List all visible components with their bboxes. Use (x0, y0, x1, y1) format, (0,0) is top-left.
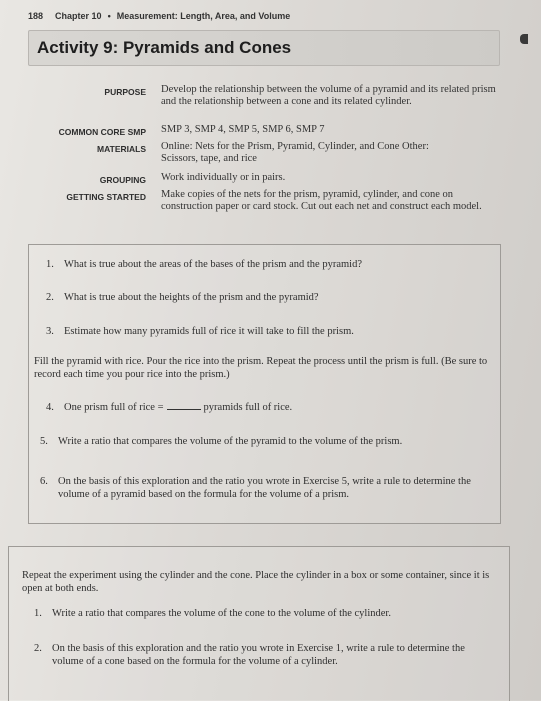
question-number: 3. (46, 326, 54, 337)
question-text: Write a ratio that compares the volume of the pyramid to the volume of the prism. (58, 436, 403, 447)
chapter-title: Measurement: Length, Area, and Volume (116, 11, 291, 21)
activity-title-bar (28, 30, 500, 66)
meta-value: Develop the relationship between the volume of a pyramid and its related prism and the relationship between a cone and its related cylinder. (161, 84, 496, 107)
question-text: What is true about the heights of the prism and the pyramid? (64, 292, 319, 303)
meta-value: Make copies of the nets for the prism, pyramid, cylinder, and cone on construction paper or card stock. Cut out each net and construct each model. (161, 189, 482, 212)
instruction-paragraph: Repeat the experiment using the cylinder and the cone. Place the cylinder in a box or some container, since it is open at both ends. (22, 570, 490, 594)
question-number: 4. (46, 402, 54, 413)
question-number: 1. (46, 259, 54, 270)
meta-value: Work individually or in pairs. (161, 172, 286, 183)
question-text: pyramids full of rice. (203, 402, 293, 413)
question-number: 6. (40, 476, 48, 487)
chapter-label: Chapter 10 (55, 11, 102, 21)
question-item (34, 608, 391, 621)
header-separator: • (107, 11, 111, 21)
question-number: 2. (34, 643, 42, 654)
question-number: 5. (40, 436, 48, 447)
meta-label: PURPOSE (104, 87, 146, 97)
question-text: What is true about the areas of the bases of the prism and the pyramid? (64, 259, 362, 270)
meta-value: SMP 3, SMP 4, SMP 5, SMP 6, SMP 7 (161, 124, 325, 135)
meta-label: COMMON CORE SMP (58, 127, 146, 137)
question-item (40, 436, 402, 449)
meta-label: MATERIALS (97, 144, 146, 154)
page-edge-tab (520, 34, 528, 44)
answer-blank[interactable] (167, 400, 201, 410)
page-number: 188 (28, 11, 44, 21)
meta-label: GROUPING (99, 175, 146, 185)
question-item (46, 400, 292, 415)
question-text: Estimate how many pyramids full of rice it will take to fill the prism. (64, 326, 354, 337)
question-item (46, 326, 354, 339)
question-number: 2. (46, 292, 54, 303)
meta-label: GETTING STARTED (66, 192, 146, 202)
activity-title: Activity 9: Pyramids and Cones (37, 38, 292, 57)
question-item (40, 476, 488, 501)
question-text: On the basis of this exploration and the ratio you wrote in Exercise 5, write a rule to determine the volume of a pyramid based on the formula for the volume of a prism. (58, 476, 471, 500)
question-text: One prism full of rice = (64, 402, 164, 413)
question-item (46, 259, 362, 272)
question-item (34, 643, 492, 668)
meta-value: Online: Nets for the Prism, Pyramid, Cylinder, and Cone Other: Scissors, tape, and rice (161, 141, 429, 164)
running-head (28, 11, 290, 21)
question-text: On the basis of this exploration and the ratio you wrote in Exercise 1, write a rule to determine the volume of a cone based on the formula for the volume of a cylinder. (52, 643, 465, 667)
instruction-paragraph: Fill the pyramid with rice. Pour the rice into the prism. Repeat the process until the prism is full. (Be sure to record each time you pour rice into the prism.) (34, 356, 488, 380)
question-number: 1. (34, 608, 42, 619)
question-item (46, 292, 319, 305)
question-text: Write a ratio that compares the volume of the cone to the volume of the cylinder. (52, 608, 391, 619)
